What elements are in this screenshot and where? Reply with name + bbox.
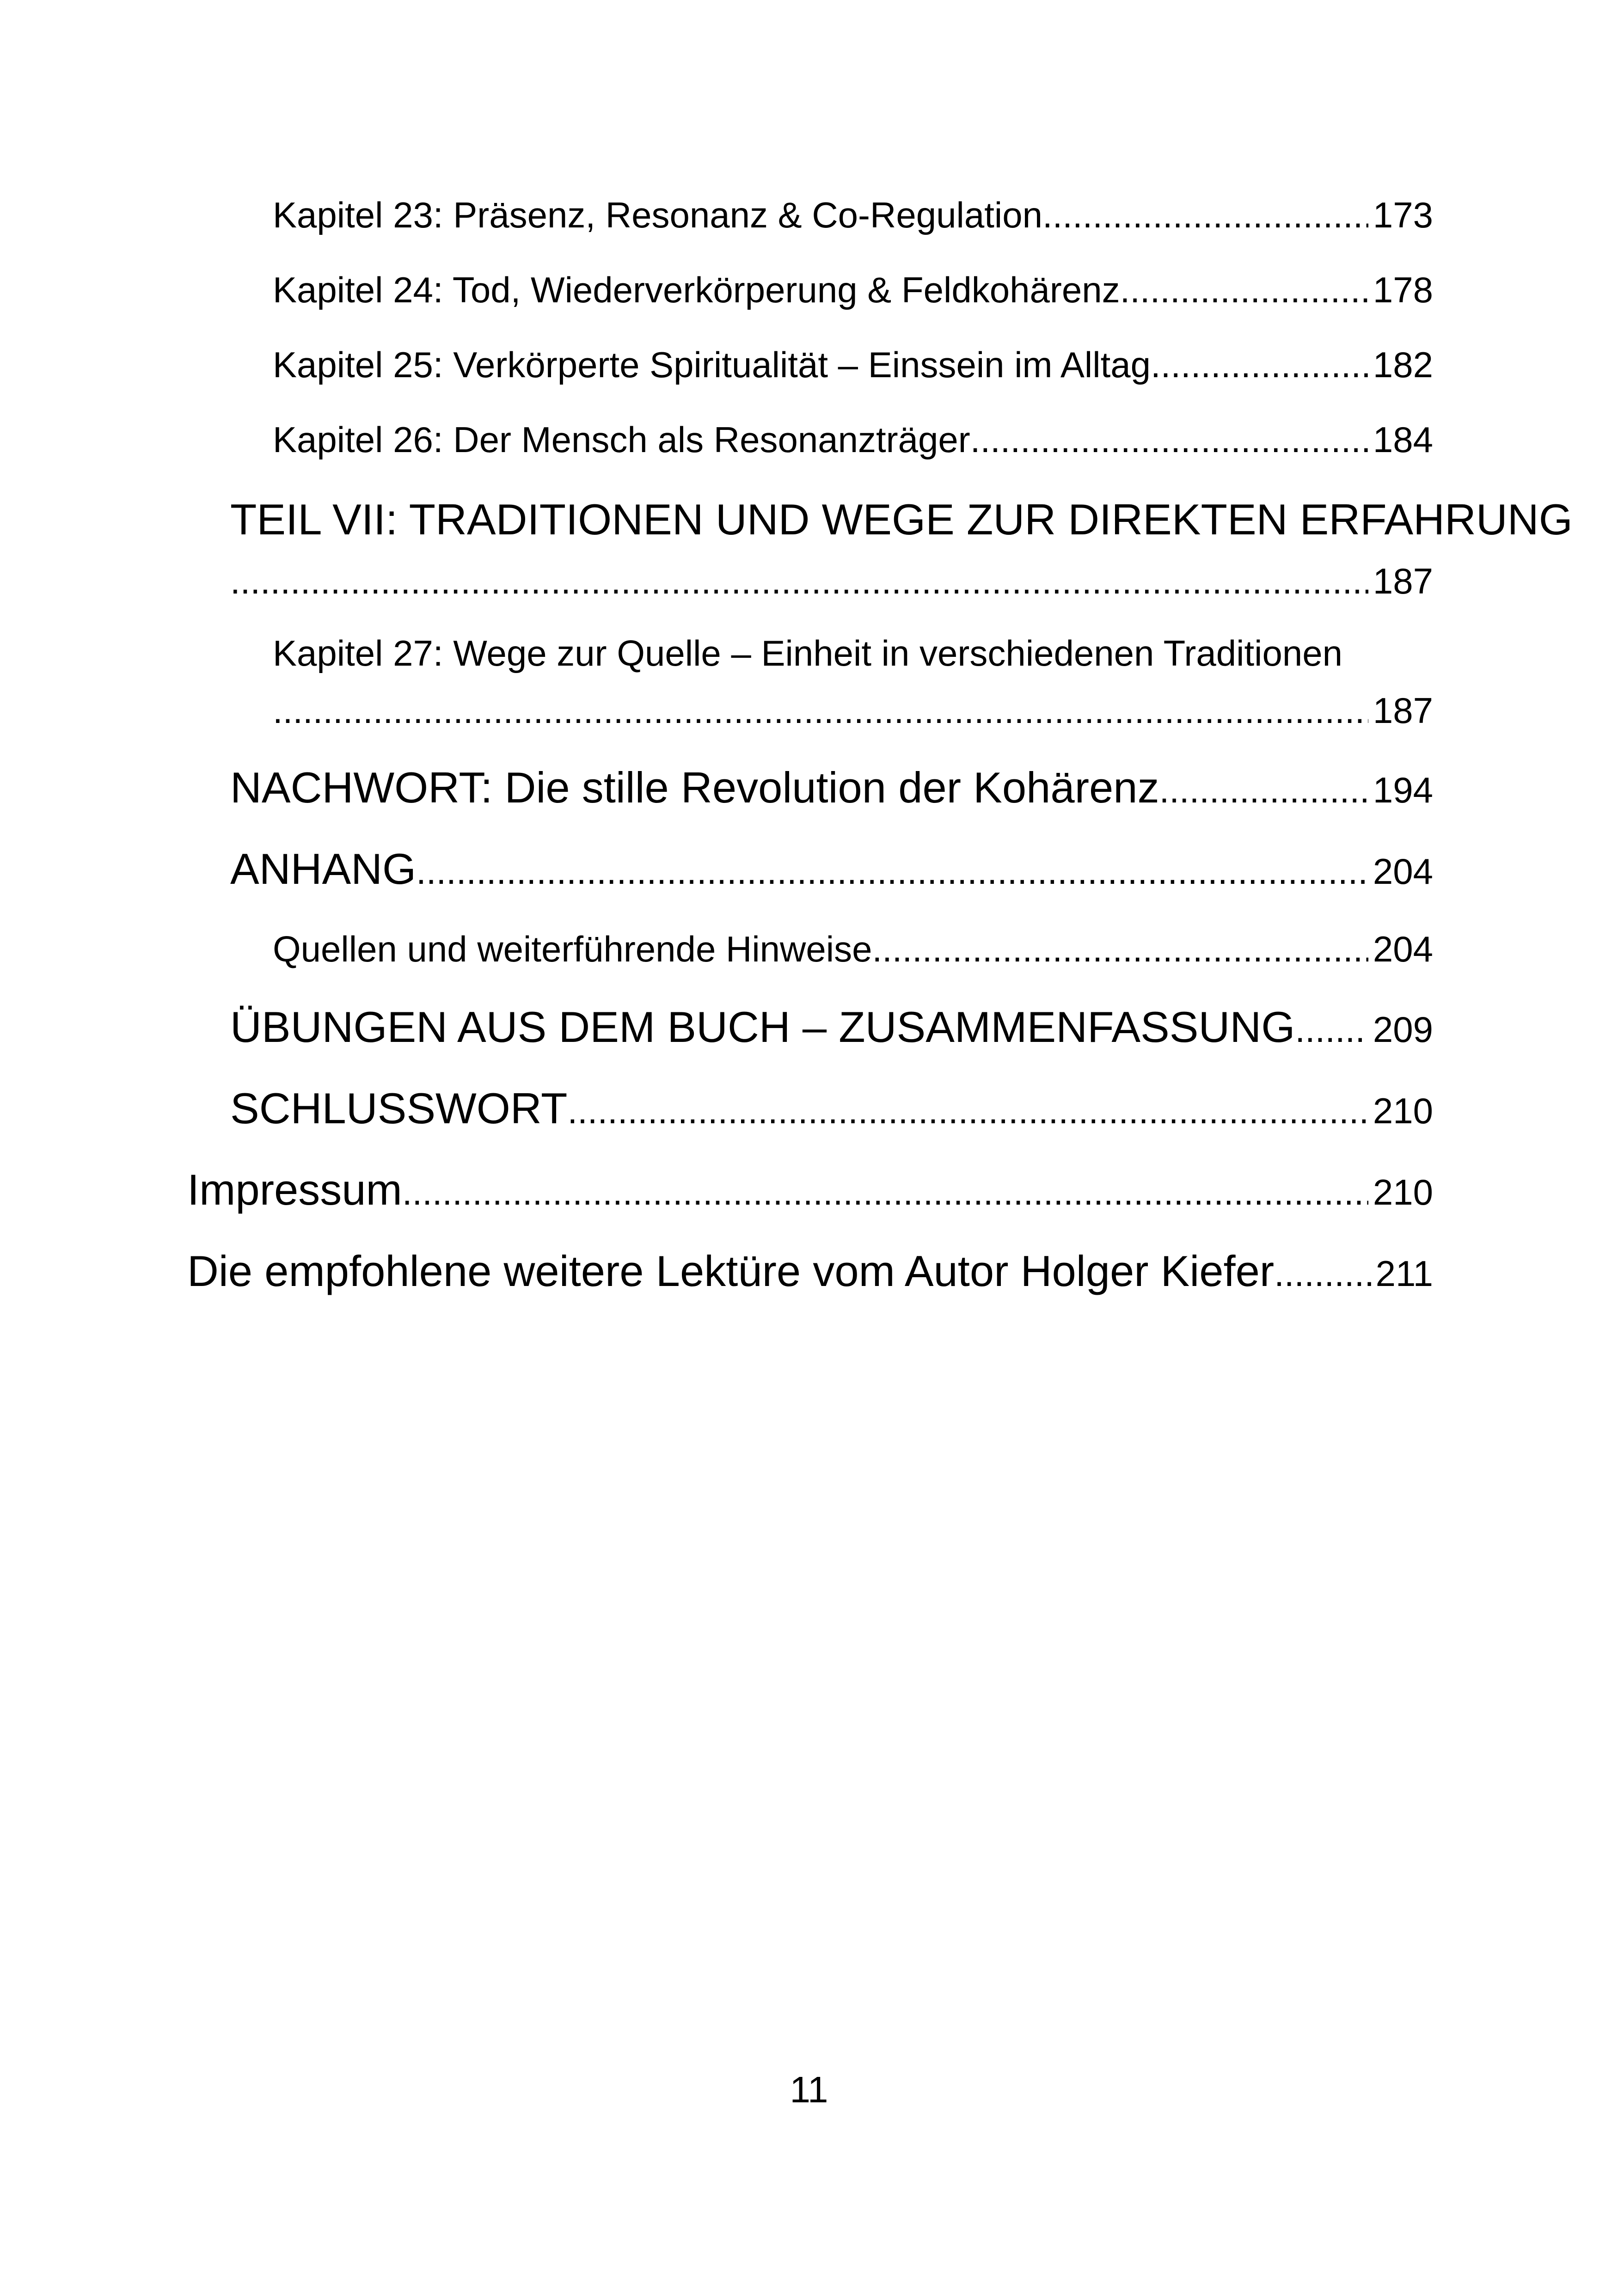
toc-entry-title: Kapitel 25: Verkörperte Spiritualität – Einssein im Alltag xyxy=(273,344,1151,385)
toc-entry-teil-7-title[interactable]: TEIL VII: TRADITIONEN UND WEGE ZUR DIREKTEN ERFAHRUNG xyxy=(230,495,1573,544)
dot-leader xyxy=(1120,269,1368,311)
toc-entry-page: 204 xyxy=(1373,929,1433,969)
toc-entry-page: 187 xyxy=(1373,690,1433,731)
toc-entry-anhang[interactable] xyxy=(230,844,1433,894)
toc-entry-page: 184 xyxy=(1373,419,1433,460)
page-number: 11 xyxy=(790,2069,828,2110)
toc-entry-page: 178 xyxy=(1373,269,1433,310)
toc-entry-uebungen[interactable] xyxy=(230,1002,1433,1052)
dot-leader xyxy=(416,851,1368,893)
dot-leader xyxy=(1042,194,1368,236)
dot-leader xyxy=(1295,1009,1368,1051)
toc-entry-teil-7-leader[interactable] xyxy=(230,560,1433,602)
toc-entry-title: NACHWORT: Die stille Revolution der Kohärenz xyxy=(230,763,1159,812)
toc-entry-page: 182 xyxy=(1373,344,1433,385)
toc-entry-title: Kapitel 23: Präsenz, Resonanz & Co-Regulation xyxy=(273,195,1042,235)
toc-entry-title: ANHANG xyxy=(230,845,417,893)
toc-entry-kapitel-27-leader[interactable] xyxy=(273,690,1433,732)
dot-leader xyxy=(872,928,1368,970)
toc-entry-kapitel-27-title[interactable]: Kapitel 27: Wege zur Quelle – Einheit in verschiedenen Traditionen xyxy=(273,633,1342,673)
toc-entry-page: 173 xyxy=(1373,195,1433,235)
toc-entry-lektuere[interactable] xyxy=(187,1246,1433,1296)
toc-entry-schlusswort[interactable] xyxy=(230,1084,1433,1133)
dot-leader xyxy=(402,1171,1368,1213)
toc-entry-quellen[interactable] xyxy=(273,928,1433,970)
dot-leader xyxy=(1151,344,1368,386)
dot-leader xyxy=(1274,1253,1371,1295)
dot-leader xyxy=(567,1090,1368,1132)
dot-leader xyxy=(970,419,1368,461)
toc-entry-page: 211 xyxy=(1375,1253,1433,1294)
toc-entry-title: Impressum xyxy=(187,1165,402,1214)
toc-entry-title: ÜBUNGEN AUS DEM BUCH – ZUSAMMENFASSUNG xyxy=(230,1003,1295,1051)
toc-entry-title: Kapitel 24: Tod, Wiederverkörperung & Feldkohärenz xyxy=(273,269,1120,310)
dot-leader xyxy=(1159,769,1368,811)
toc-entry-page: 204 xyxy=(1373,851,1433,892)
toc-entry-page: 209 xyxy=(1373,1009,1433,1050)
toc-entry-title: Die empfohlene weitere Lektüre vom Autor Holger Kiefer xyxy=(187,1247,1275,1295)
toc-entry-impressum[interactable] xyxy=(187,1165,1433,1215)
toc-entry-page: 210 xyxy=(1373,1090,1433,1131)
toc-entry-kapitel-25[interactable] xyxy=(273,344,1433,386)
toc-entry-title: Quellen und weiterführende Hinweise xyxy=(273,929,872,969)
toc-entry-kapitel-26[interactable] xyxy=(273,419,1433,461)
toc-entry-title: Kapitel 26: Der Mensch als Resonanzträger xyxy=(273,419,970,460)
toc-entry-nachwort[interactable] xyxy=(230,763,1433,813)
toc-entry-page: 187 xyxy=(1373,561,1433,601)
dot-leader xyxy=(230,560,1368,602)
toc-entry-kapitel-24[interactable] xyxy=(273,269,1433,311)
toc-entry-page: 210 xyxy=(1373,1172,1433,1212)
toc-entry-kapitel-23[interactable] xyxy=(273,194,1433,236)
dot-leader xyxy=(273,690,1368,732)
toc-entry-title: SCHLUSSWORT xyxy=(230,1084,568,1133)
toc-entry-page: 194 xyxy=(1373,770,1433,810)
